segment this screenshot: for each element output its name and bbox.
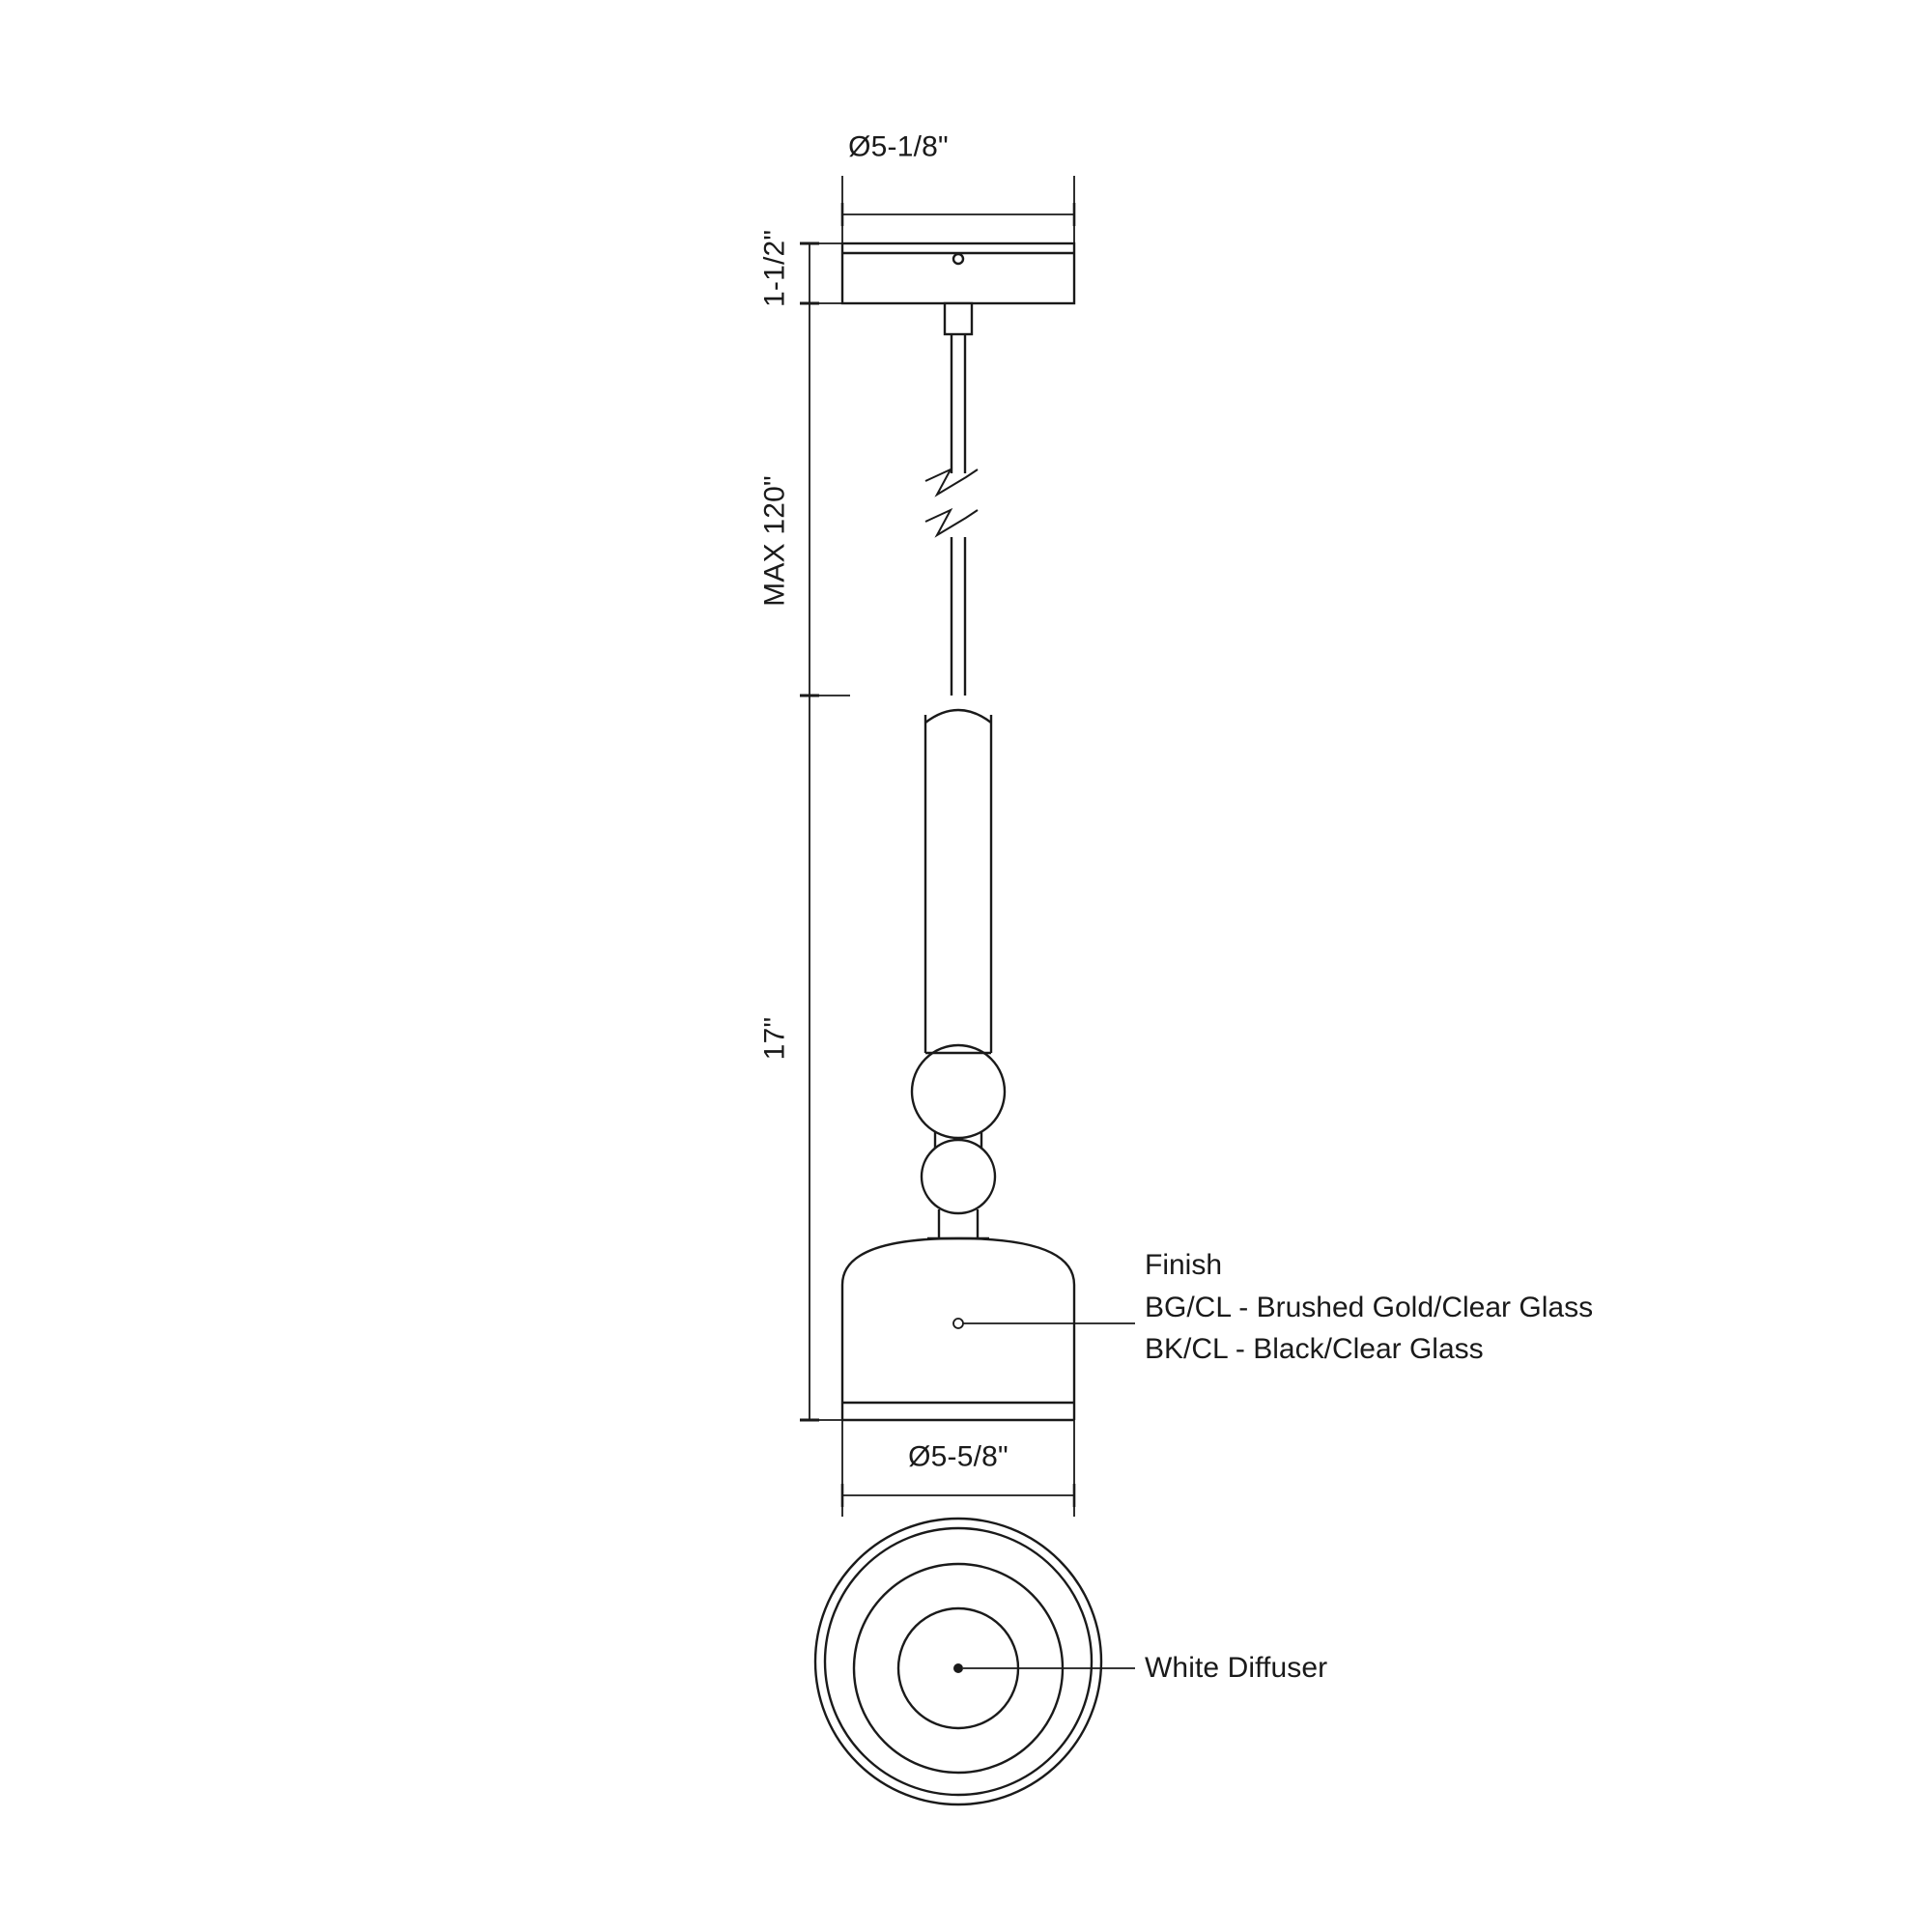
fixture-height-label: 17" — [758, 1016, 791, 1061]
canopy-height-label: 1-1/2" — [758, 229, 791, 307]
finish-heading: Finish — [1145, 1249, 1223, 1281]
canopy-stem — [945, 303, 972, 334]
vertical-dimension-chain — [800, 243, 850, 1420]
finish-option-bk-cl: BK/CL - Black/Clear Glass — [1145, 1333, 1484, 1365]
white-diffuser-label: White Diffuser — [1145, 1651, 1328, 1684]
cord-break-symbol — [925, 469, 978, 535]
suspension-cord — [952, 334, 965, 696]
max-drop-label: MAX 120" — [758, 475, 791, 607]
lower-sphere — [922, 1140, 995, 1213]
finish-option-bg-cl: BG/CL - Brushed Gold/Clear Glass — [1145, 1291, 1594, 1323]
canopy-body — [842, 243, 1074, 303]
cylindrical-stem-body — [925, 703, 991, 1053]
shade-diameter-label: Ø5-5/8" — [908, 1440, 1009, 1473]
finish-callout — [1145, 1244, 1593, 1371]
dome-shade — [842, 1238, 1074, 1420]
bottom-plan-view — [815, 1519, 1101, 1804]
canopy-diameter-dimension — [842, 176, 1074, 243]
upper-sphere — [912, 1045, 1005, 1138]
canopy-diameter-label: Ø5-1/8" — [848, 130, 949, 163]
finish-leader-line — [953, 1319, 1135, 1328]
